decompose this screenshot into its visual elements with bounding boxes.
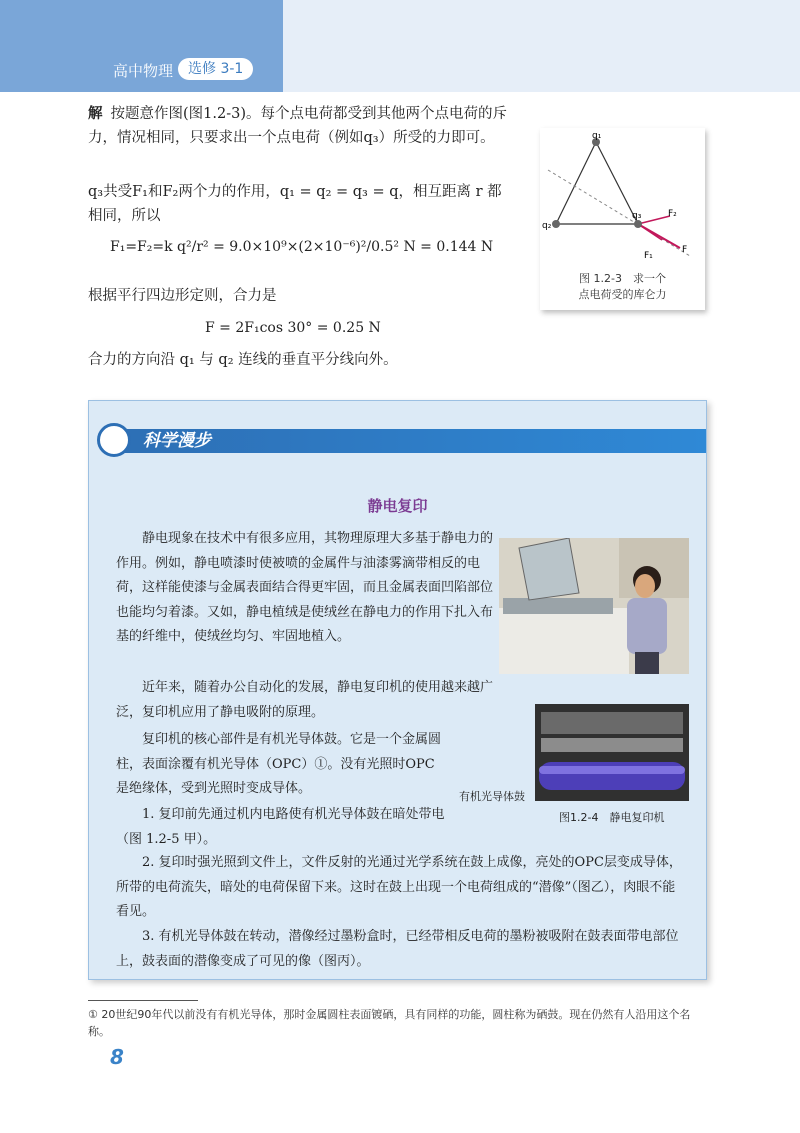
charge-q3 [634,220,642,228]
solution-label: 解 [88,105,103,122]
given-paragraph: q₃共受F₁和F₂两个力的作用，q₁ = q₂ = q₃ = q，相互距离 r 都相同，所以 [88,184,502,224]
drum-photo-illustration [535,704,689,801]
solution-paragraph [88,102,512,150]
science-sidebar-box [88,400,707,980]
copier-photo-illustration [499,538,689,674]
figure1-caption [540,271,705,303]
drum-label: 有机光导体鼓 [459,790,525,803]
coulomb-force-figure [540,128,705,310]
copier-operator-photo [499,538,689,674]
article-paragraph-2: 近年来，随着办公自动化的发展，静电复印机的使用越来越广泛，复印机应用了静电吸附的原理。 [116,680,494,720]
book-title: 高中物理 [113,62,174,80]
article-paragraph-3: 复印机的核心部件是有机光导体鼓。它是一个金属圆柱，表面涂覆有机光导体（OPC）①。没有光照时OPC是绝缘体，受到光照时变成导体。 [116,732,442,796]
article-paragraph-4: 1. 复印前先通过机内电路使有机光导体鼓在暗处带电（图 1.2-5 甲）。 [116,807,445,847]
resultant-equation: F = 2F₁cos 30° = 0.25 N [205,320,381,336]
charge-q2 [552,220,560,228]
label-F2: F₂ [668,209,677,219]
figure2-caption: 图1.2-4 静电复印机 [559,811,665,824]
header-band-light [283,0,800,92]
figure1-caption-line2: 点电荷受的库仑力 [578,288,667,301]
figure1-caption-line1: 图 1.2-3 求一个 [579,272,666,285]
label-q3: q₃ [632,211,642,221]
label-F: F [682,245,688,255]
article-paragraph-6: 3. 有机光导体鼓在转动，潜像经过墨粉盒时，已经带相反电荷的墨粉被吸附在鼓表面带电部位上，鼓表面的潜像变成了可见的像（图丙）。 [116,929,679,969]
page-number: 8 [110,1045,124,1069]
footnote: ① 20世纪90年代以前没有有机光导体，那时金属圆柱表面镀硒，具有同样的功能，圆柱称为硒鼓。现在仍然有人沿用这个名称。 [88,1008,691,1038]
footnote-divider [88,1000,198,1001]
solution-text: 按题意作图(图1.2-3)。每个点电荷都受到其他两个点电荷的斥力，情况相同，只要求出一个点电荷（例如q₃）所受的力即可。 [88,106,507,146]
force-equation: F₁=F₂=k q²/r² = 9.0×10⁹×(2×10⁻⁶)²/0.5² N = 0.144 N [110,239,494,255]
label-F1: F₁ [644,251,653,261]
label-q1: q₁ [592,131,602,141]
article-paragraph-1: 静电现象在技术中有很多应用，其物理原理大多基于静电力的作用。例如，静电喷漆时使被喷的金属件与油漆雾滴带相反的电荷，这样能使漆与金属表面结合得更牢固，而且金属表面凹陷部位也能均匀着漆。又如，静电植绒是使绒丝在静电力的作用下扎入布基的纤维中，使绒丝均匀、牢固地植入。 [116,531,494,644]
opc-drum-photo [535,704,689,801]
volume-badge: 选修 3-1 [178,58,253,80]
parallelogram-text: 根据平行四边形定则，合力是 [88,288,277,304]
banner-circle-icon [97,423,131,457]
article-title: 静电复印 [367,497,428,515]
section-banner-title: 科学漫步 [143,431,211,451]
article-paragraph-5: 2. 复印时强光照到文件上，文件反射的光通过光学系统在鼓上成像，亮处的OPC层变成导体，所带的电荷流失，暗处的电荷保留下来。这时在鼓上出现一个电荷组成的“潜像”（图乙），肉眼不能看见。 [116,855,682,919]
direction-text: 合力的方向沿 q₁ 与 q₂ 连线的垂直平分线向外。 [88,352,398,368]
label-q2: q₂ [542,221,552,231]
